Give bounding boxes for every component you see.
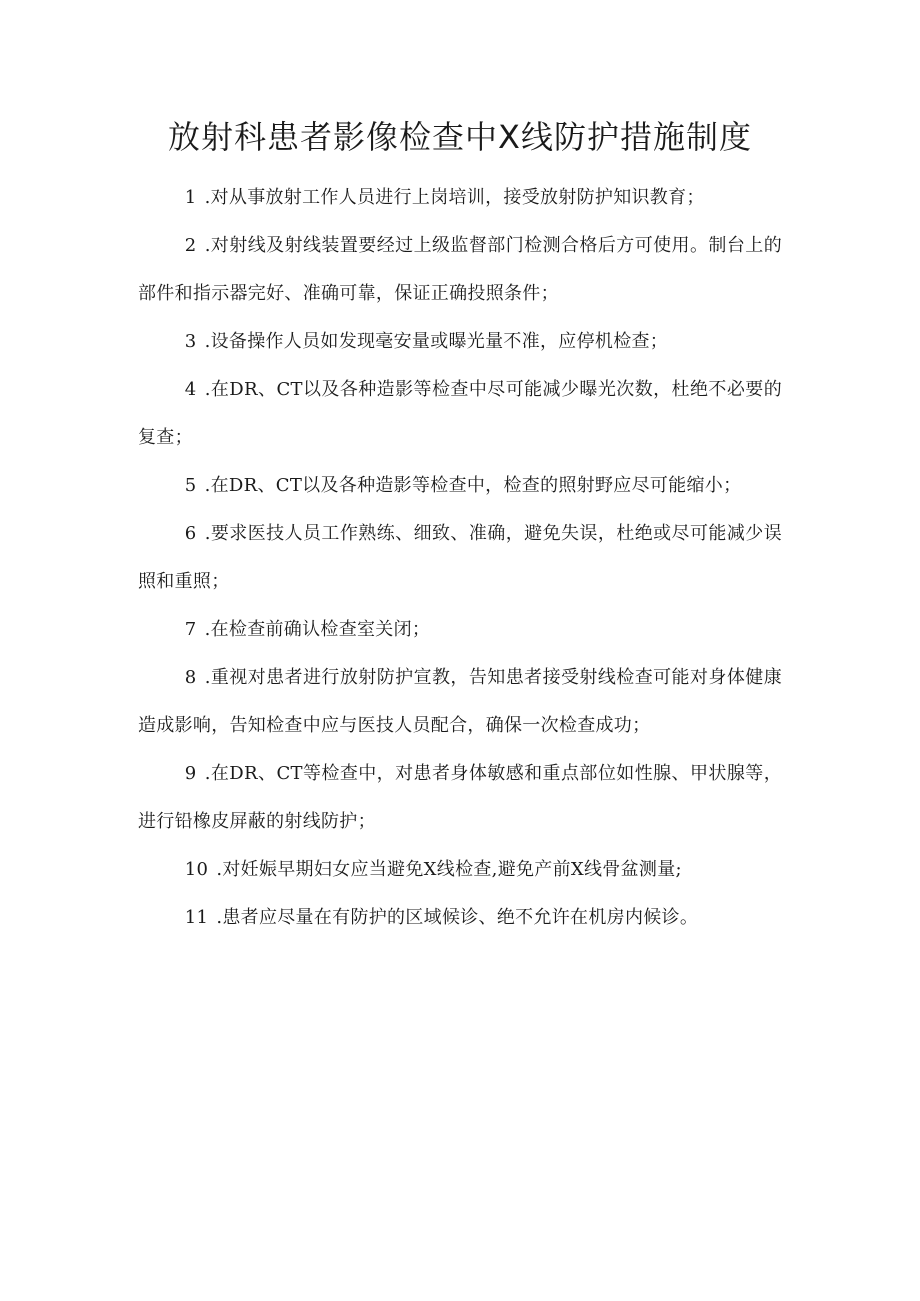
item-number: 3	[184, 331, 197, 352]
item-text: 对妊娠早期妇女应当避免X线检查,避免产前X线骨盆测量;	[222, 859, 682, 880]
item-list	[138, 174, 782, 942]
list-item: 11 .患者应尽量在有防护的区域候诊、绝不允许在机房内候诊。	[184, 907, 699, 928]
list-item: 4 .在DR、CT以及各种造影等检查中尽可能减少曝光次数，杜绝不必要的复查；	[138, 379, 783, 448]
item-text: 在DR、CT以及各种造影等检查中尽可能减少曝光次数，杜绝不必要的复查；	[138, 379, 783, 448]
item-number: 7	[184, 619, 197, 640]
item-number: 1	[184, 187, 197, 208]
list-item: 9 .在DR、CT等检查中，对患者身体敏感和重点部位如性腺、甲状腺等，进行铅橡皮屏蔽的射线防护；	[138, 763, 783, 832]
item-text: 要求医技人员工作熟练、细致、准确，避免失误，杜绝或尽可能减少误照和重照；	[138, 523, 782, 592]
item-text: 对射线及射线装置要经过上级监督部门检测合格后方可使用。制台上的部件和指示器完好、准确可靠，保证正确投照条件；	[138, 235, 782, 304]
item-number: 9	[184, 763, 197, 784]
item-text: 在检查前确认检查室关闭；	[210, 619, 431, 640]
item-text: 患者应尽量在有防护的区域候诊、绝不允许在机房内候诊。	[222, 907, 699, 928]
item-number: 6	[184, 523, 197, 544]
list-item: 7 .在检查前确认检查室关闭；	[184, 619, 431, 640]
list-item: 2 .对射线及射线装置要经过上级监督部门检测合格后方可使用。制台上的部件和指示器完好、准确可靠，保证正确投照条件；	[138, 235, 782, 304]
item-number: 4	[184, 379, 197, 400]
list-item: 6 .要求医技人员工作熟练、细致、准确，避免失误，杜绝或尽可能减少误照和重照；	[138, 523, 782, 592]
item-text: 对从事放射工作人员进行上岗培训，接受放射防护知识教育；	[210, 187, 705, 208]
list-item: 8 .重视对患者进行放射防护宣教，告知患者接受射线检查可能对身体健康造成影响，告知检查中应与医技人员配合，确保一次检查成功；	[138, 667, 782, 736]
item-text: 设备操作人员如发现毫安量或曝光量不准，应停机检查；	[210, 331, 669, 352]
document-title: 放射科患者影像检查中X线防护措施制度	[168, 118, 752, 156]
item-number: 8	[184, 667, 197, 688]
item-number: 5	[184, 475, 197, 496]
list-item: 5 .在DR、CT以及各种造影等检查中，检查的照射野应尽可能缩小；	[184, 475, 742, 496]
list-item: 1 .对从事放射工作人员进行上岗培训，接受放射防护知识教育；	[184, 187, 705, 208]
item-number: 2	[184, 235, 197, 256]
item-number: 11	[184, 907, 209, 928]
item-number: 10	[184, 859, 209, 880]
list-item: 3 .设备操作人员如发现毫安量或曝光量不准，应停机检查；	[184, 331, 669, 352]
item-text: 在DR、CT以及各种造影等检查中，检查的照射野应尽可能缩小；	[210, 475, 742, 496]
list-item: 10 .对妊娠早期妇女应当避免X线检查,避免产前X线骨盆测量;	[184, 859, 682, 880]
item-text: 重视对患者进行放射防护宣教，告知患者接受射线检查可能对身体健康造成影响，告知检查中应与医技人员配合，确保一次检查成功；	[138, 667, 782, 736]
item-text: 在DR、CT等检查中，对患者身体敏感和重点部位如性腺、甲状腺等，进行铅橡皮屏蔽的射线防护；	[138, 763, 783, 832]
